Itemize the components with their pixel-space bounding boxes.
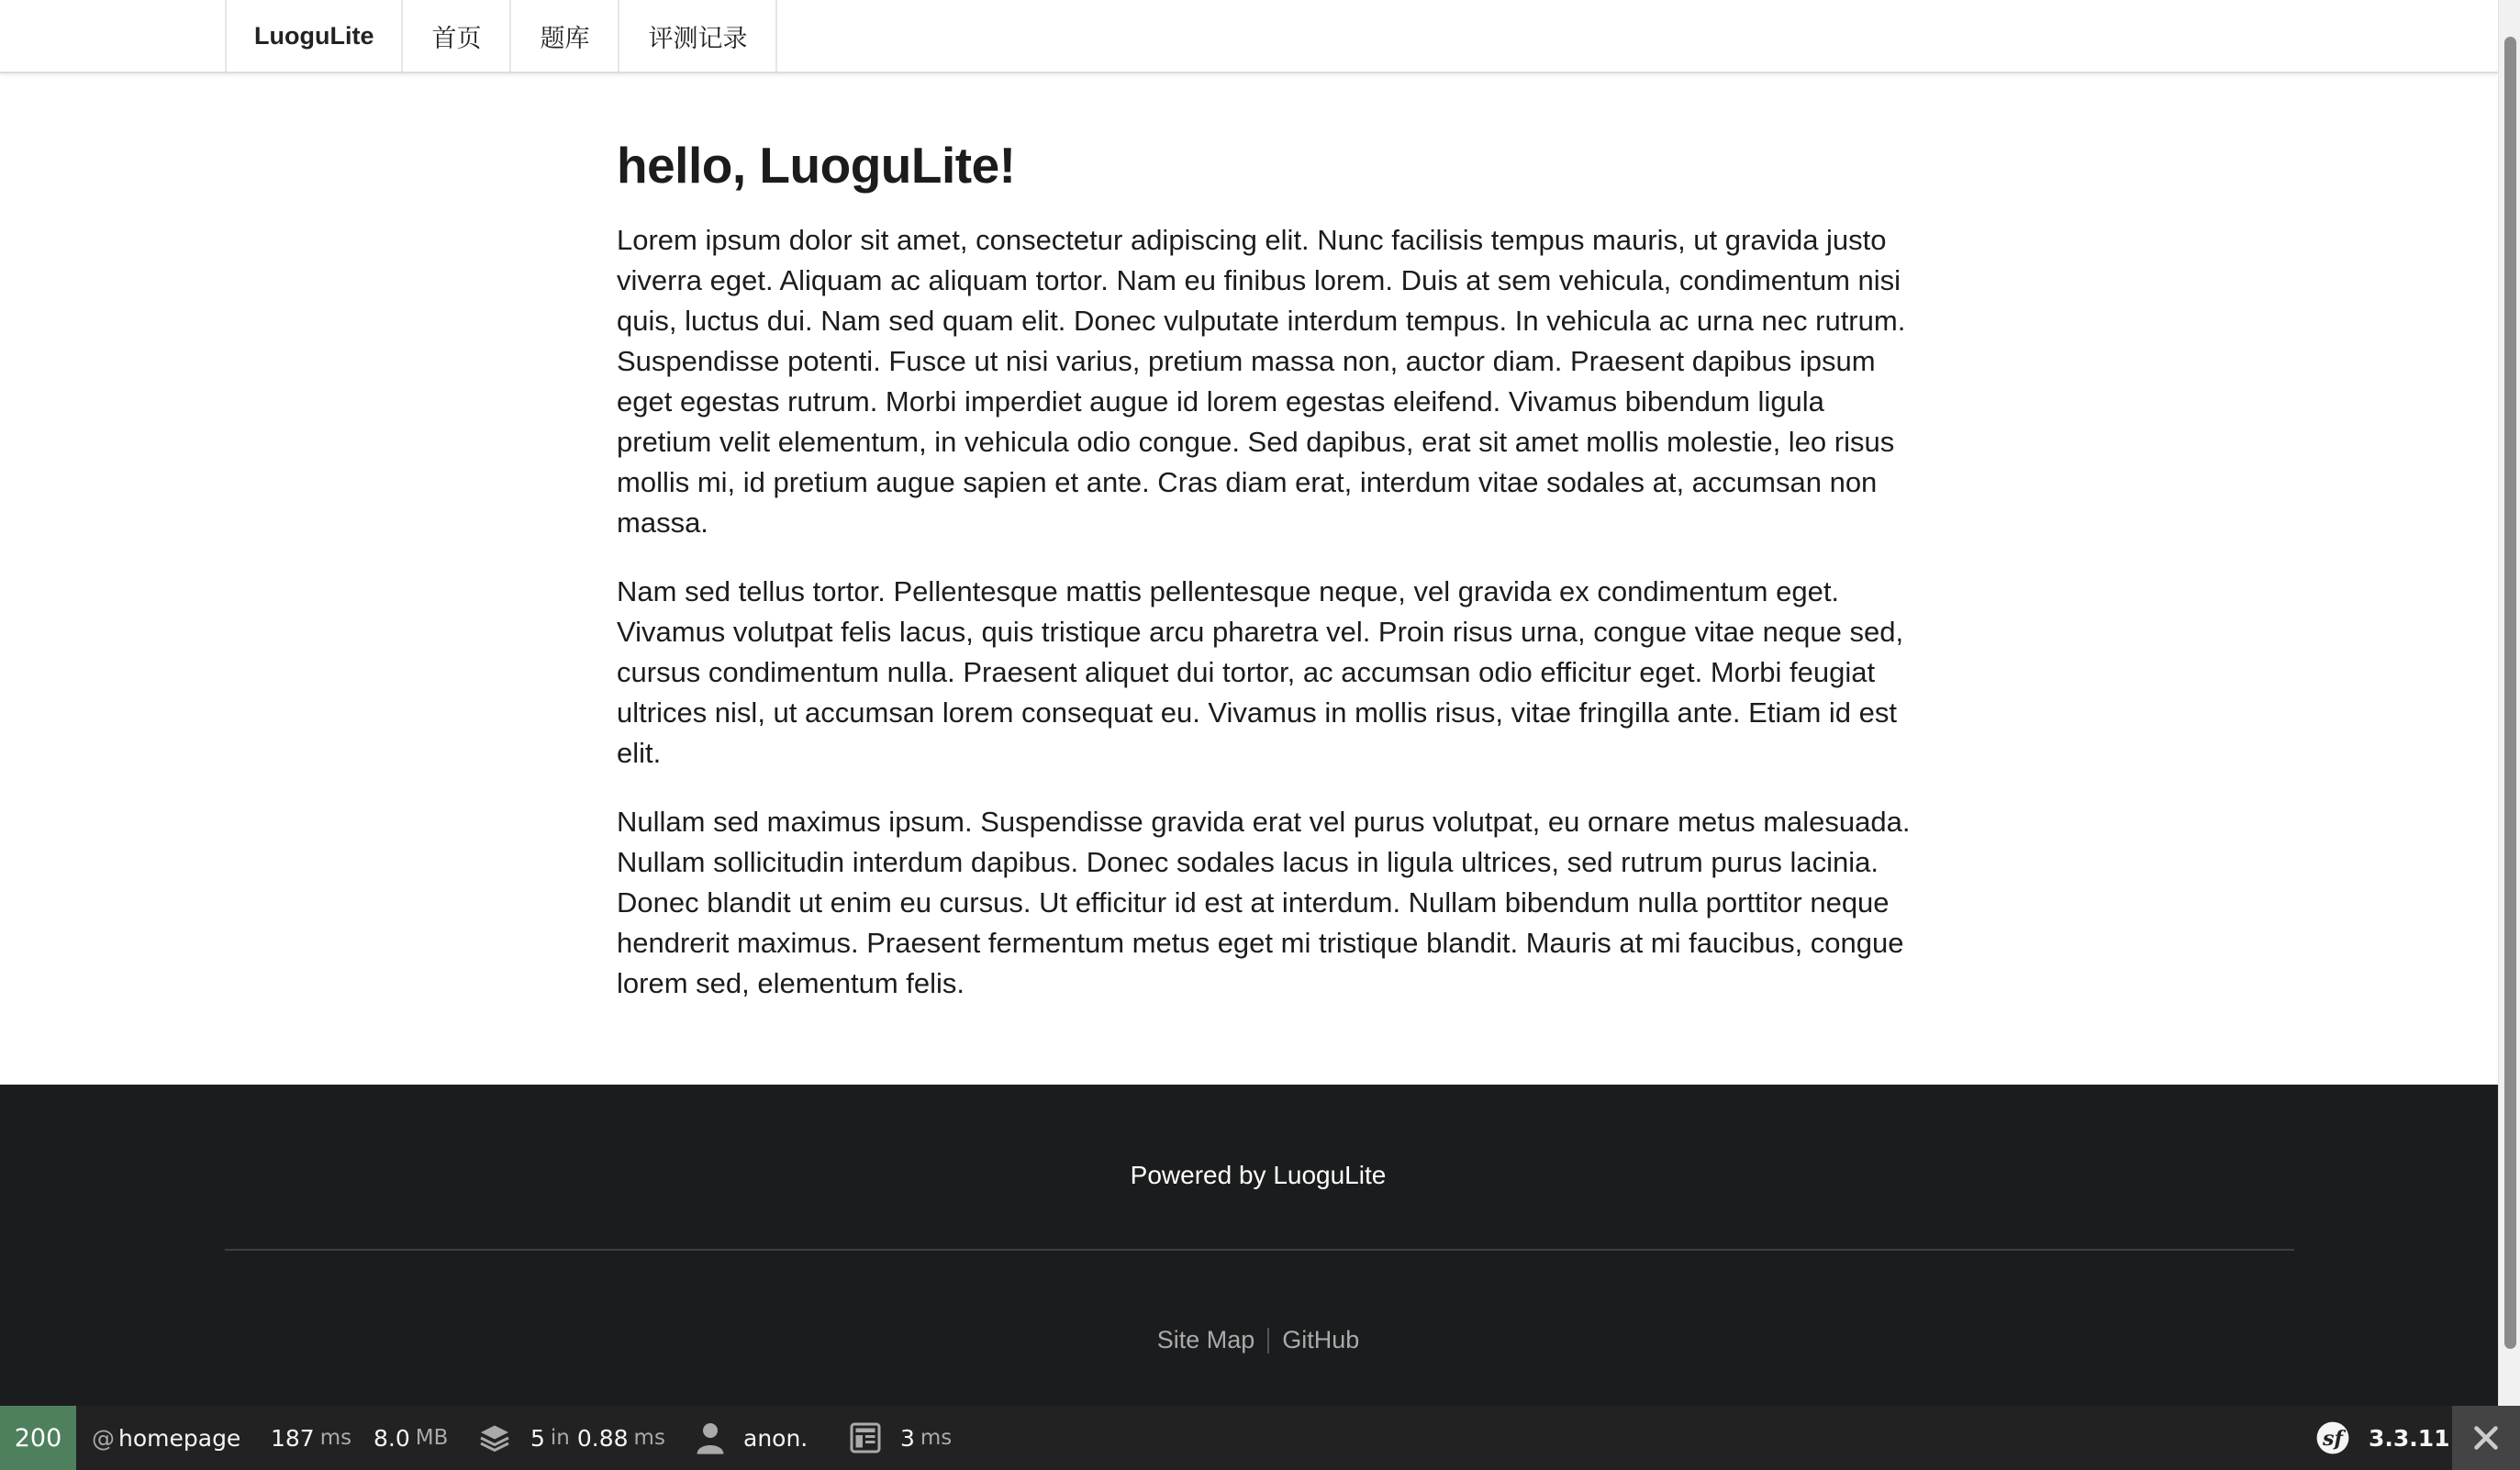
vertical-scrollbar[interactable] xyxy=(2498,0,2520,1406)
footer-powered-by: Powered by LuoguLite xyxy=(1130,1161,1387,1189)
main-content xyxy=(617,128,1911,1032)
paragraph-3: Nullam sed maximus ipsum. Suspendisse gravida erat vel purus volutpat, eu ornare metus malesuada. Nullam sollicitudin interdum dapibus. Donec sodales lacus in ligula ultrices, sed rutrum purus lacinia. Donec blandit ut enim eu cursus. Ut efficitur id est at interdum. Nullam bibendum nulla porttitor neque hendrerit maximus. Praesent fermentum metus eget mi tristique blandit. Mauris at mi faucibus, congue lorem sed, elementum felis. xyxy=(617,806,1911,999)
debug-status-code[interactable] xyxy=(0,1406,76,1470)
nav-item-records[interactable]: 评测记录 xyxy=(619,0,777,72)
footer-link-github[interactable]: GitHub xyxy=(1282,1326,1360,1353)
page-footer xyxy=(0,1085,2498,1406)
queries-in-label: in xyxy=(550,1426,570,1450)
template-icon xyxy=(849,1421,882,1454)
top-navbar xyxy=(0,0,2498,73)
debug-twig[interactable] xyxy=(849,1406,952,1470)
debug-queries[interactable] xyxy=(477,1406,665,1470)
user-value: anon. xyxy=(743,1424,808,1452)
debug-user[interactable] xyxy=(696,1406,808,1470)
time-value: 187 xyxy=(271,1424,315,1452)
footer-divider xyxy=(225,1249,2294,1251)
paragraph-2: Nam sed tellus tortor. Pellentesque mattis pellentesque neque, vel gravida ex condimentum eget. Vivamus volutpat felis lacus, quis tristique arcu pharetra vel. Proin risus urna, congue vitae neque sed, cursus condimentum nulla. Praesent aliquet dui tortor, ac accumsan odio efficitur eget. Morbi feugiat ultrices nisl, ut accumsan lorem consequat eu. Vivamus in mollis risus, vitae fringilla ante. Etiam id est elit. xyxy=(617,575,1904,769)
queries-time: 0.88 xyxy=(576,1424,629,1452)
version-value: 3.3.11 xyxy=(2369,1424,2450,1452)
memory-unit: MB xyxy=(415,1426,449,1450)
route-prefix: @ xyxy=(92,1424,115,1452)
queries-unit: ms xyxy=(633,1426,665,1450)
svg-text:sf: sf xyxy=(2322,1426,2344,1451)
footer-link-sitemap[interactable]: Site Map xyxy=(1156,1326,1255,1353)
status-code-value: 200 xyxy=(14,1423,62,1453)
paragraph-1: Lorem ipsum dolor sit amet, consectetur adipiscing elit. Nunc facilisis tempus mauris, ut gravida justo viverra eget. Aliquam ac aliquam tortor. Nam eu finibus lorem. Duis at sem vehicula, condimentum nisi quis, luctus dui. Nam sed quam elit. Donec vulputate interdum tempus. In vehicula ac urna nec rutrum. Suspendisse potenti. Fusce ut nisi varius, pretium massa non, auctor diam. Praesent dapibus ipsum eget egestas rutrum. Morbi imperdiet augue id lorem egestas eleifend. Vivamus bibendum ligula pretium velit elementum, in vehicula odio congue. Sed dapibus, erat sit amet mollis molestie, leo risus mollis mi, id pretium augue sapien et ante. Cras diam erat, interdum vitae sodales at, accumsan non massa. xyxy=(617,224,1906,539)
debug-toolbar xyxy=(0,1406,2520,1470)
nav-item-home[interactable]: 首页 xyxy=(403,0,511,72)
twig-unit: ms xyxy=(920,1426,953,1450)
nav-item-problems[interactable]: 题库 xyxy=(511,0,619,72)
nav-menu xyxy=(225,0,777,72)
queries-count: 5 xyxy=(530,1424,545,1452)
nav-brand-link[interactable]: LuoguLite xyxy=(227,0,403,72)
layers-icon xyxy=(477,1421,512,1454)
user-icon xyxy=(696,1421,725,1454)
route-name: homepage xyxy=(118,1424,241,1452)
footer-links xyxy=(0,1326,2516,1354)
close-icon xyxy=(2472,1424,2500,1452)
twig-time: 3 xyxy=(900,1424,915,1452)
debug-version[interactable] xyxy=(2315,1406,2450,1470)
scrollbar-thumb[interactable] xyxy=(2504,37,2516,1349)
symfony-logo-icon xyxy=(2315,1420,2350,1455)
time-unit: ms xyxy=(319,1426,352,1450)
page-title: hello, LuoguLite! xyxy=(617,137,1016,194)
debug-route[interactable] xyxy=(92,1406,240,1470)
debug-memory[interactable] xyxy=(374,1406,448,1470)
debug-time[interactable] xyxy=(271,1406,351,1470)
memory-value: 8.0 xyxy=(374,1424,410,1452)
debug-toolbar-close-button[interactable] xyxy=(2452,1406,2520,1470)
